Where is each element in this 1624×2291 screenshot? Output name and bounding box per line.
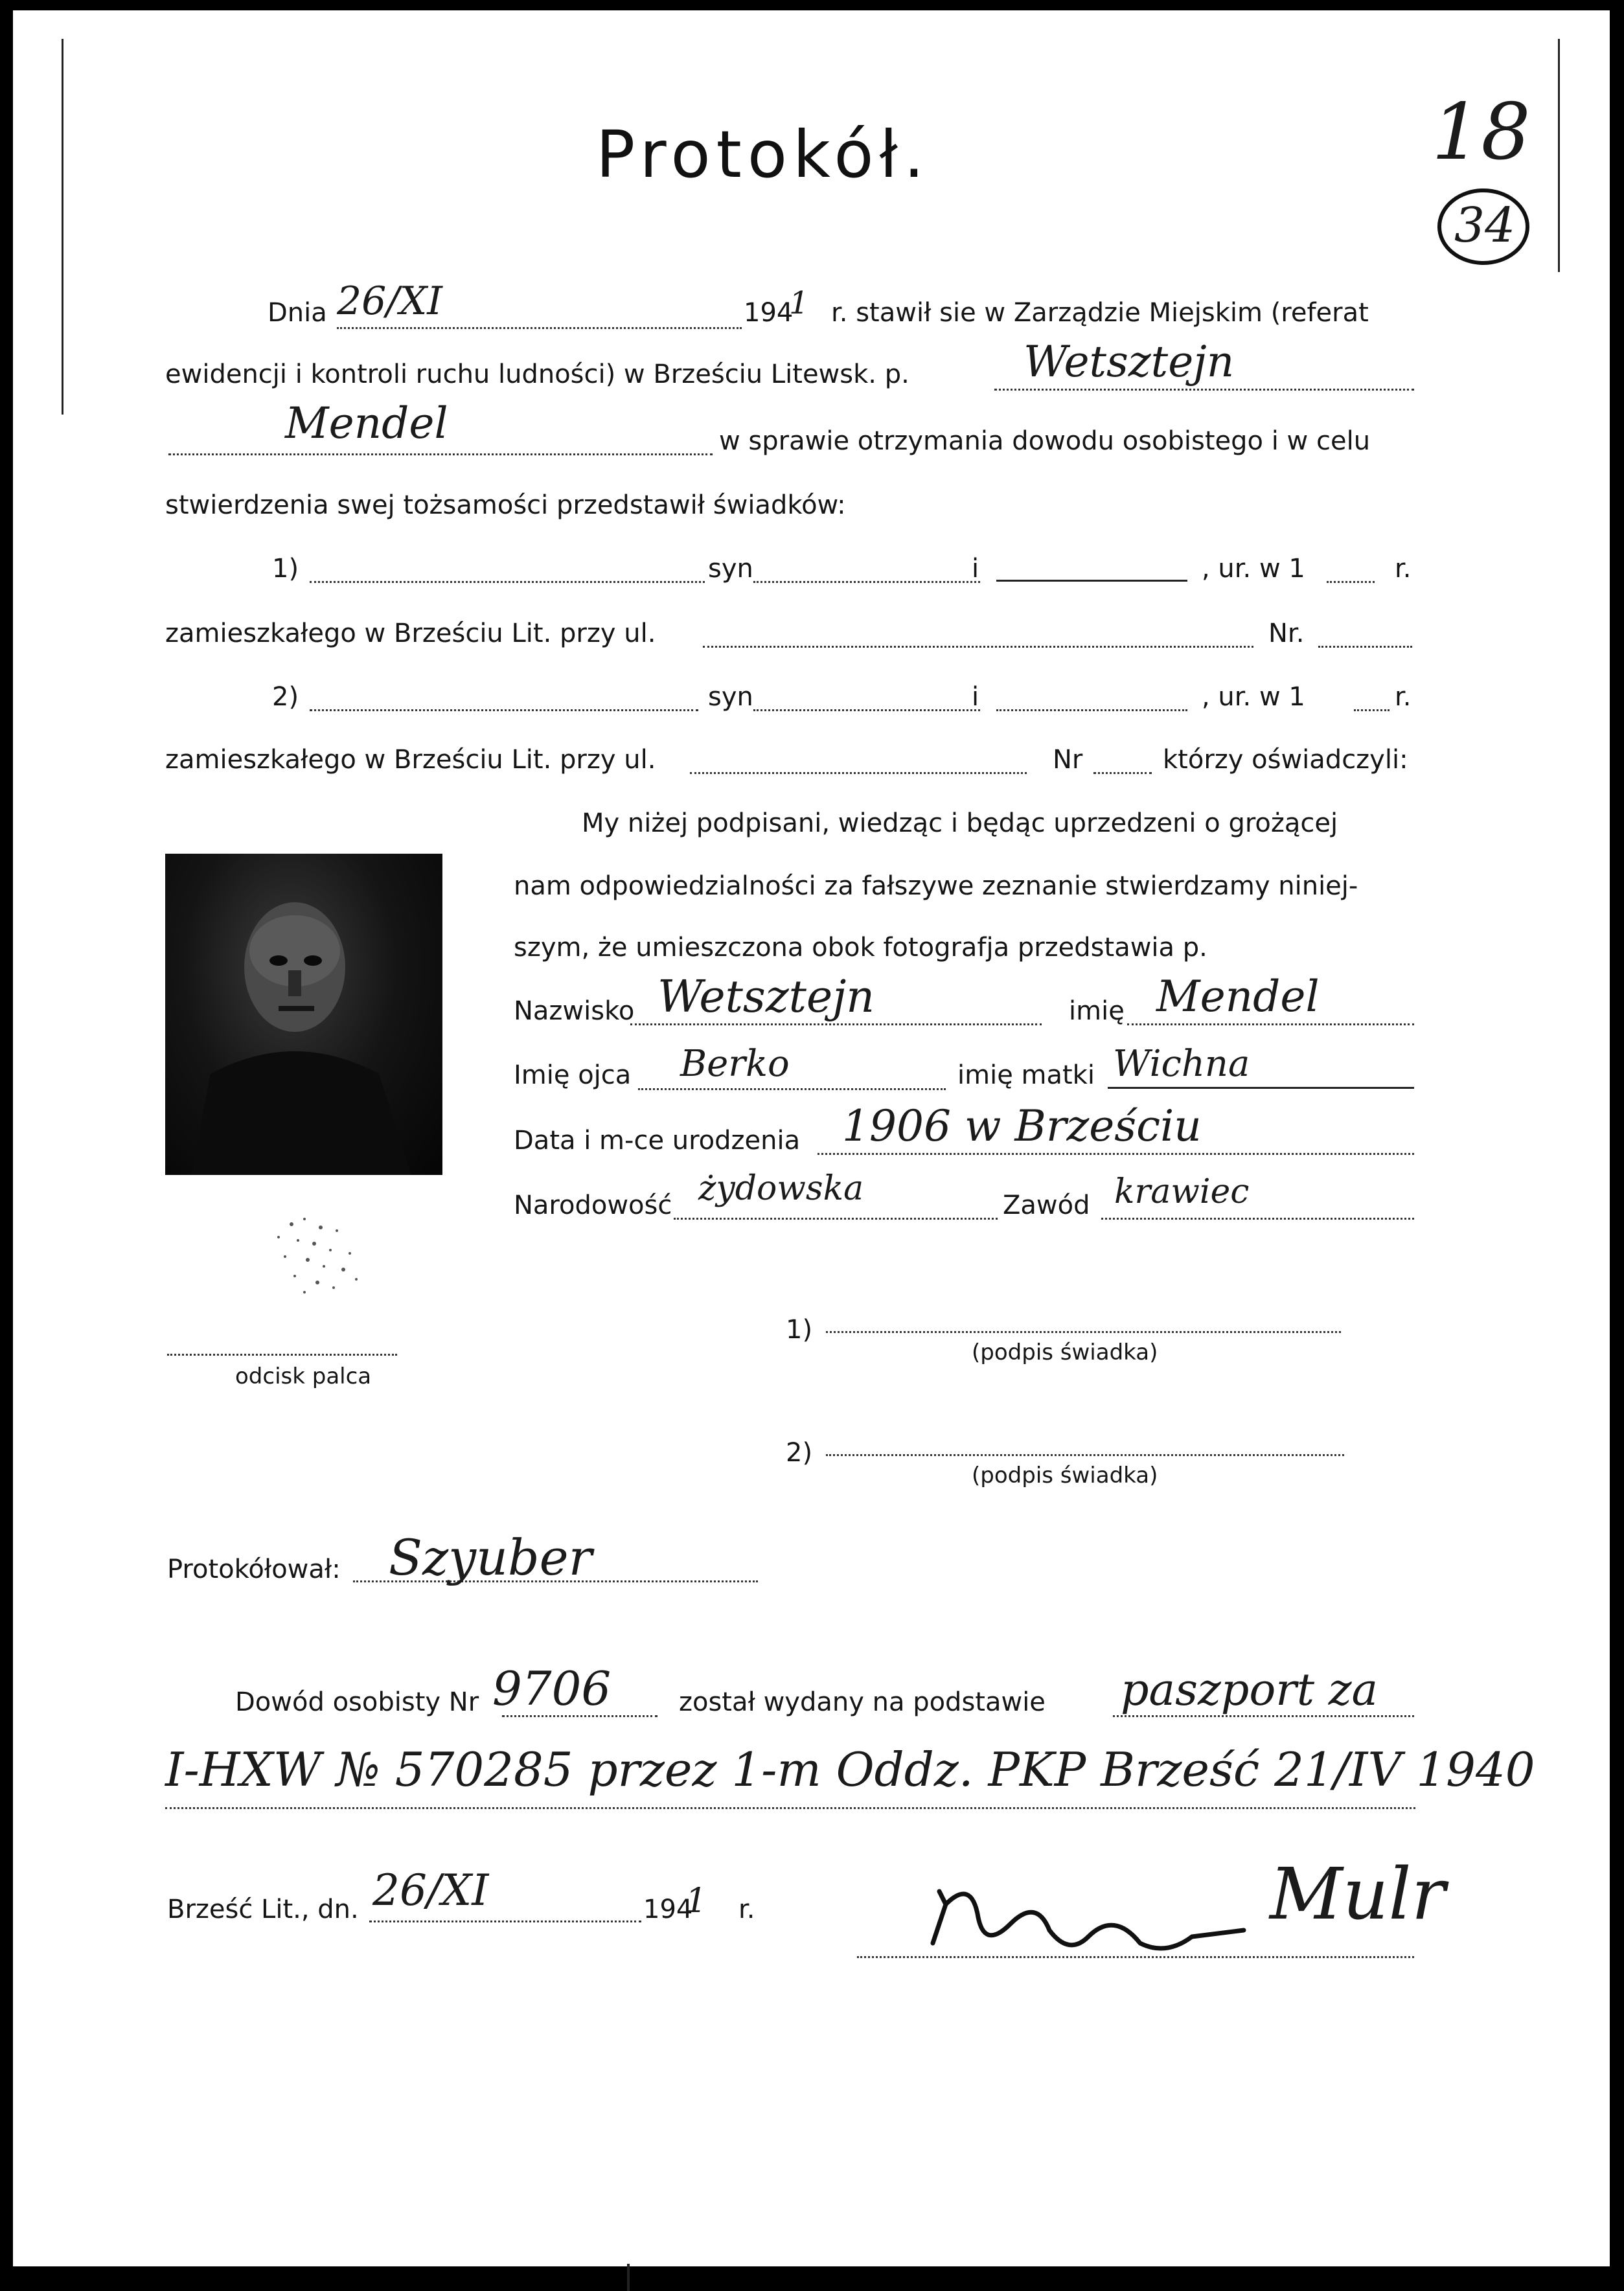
nazwisko-value: Wetsztejn [658, 972, 875, 1023]
witness1-ur: , ur. w 1 [1202, 554, 1305, 584]
statement-line-1: My niżej podpisani, wiedząc i będąc uprzedzeni o grożącej [582, 808, 1338, 838]
witness2-father-line [753, 709, 980, 711]
intro-text-4: stwierdzenia swej tożsamości przedstawił świadków: [165, 490, 846, 520]
witness1-i: i [972, 554, 979, 584]
matki-line [1108, 1087, 1414, 1089]
dowod-line-2 [165, 1807, 1415, 1809]
zawod-label: Zawód [1003, 1191, 1090, 1220]
closing-year: 1 [685, 1882, 707, 1921]
ojca-value: Berko [680, 1043, 790, 1085]
closing-r: r. [738, 1895, 755, 1924]
closing-date: 26/XI [372, 1865, 489, 1915]
nazwisko-label: Nazwisko [514, 996, 635, 1026]
matki-label: imię matki [957, 1060, 1095, 1090]
dowod-text: został wydany na podstawie [679, 1687, 1046, 1717]
witness1-street-line [703, 646, 1253, 648]
nazwisko-line [630, 1023, 1042, 1025]
witness1-mother-line [996, 580, 1187, 582]
intro-text-1: r. stawił sie w Zarządzie Miejskim (referat [831, 298, 1369, 328]
dowod-details: I-HXW № 570285 przez 1-m Oddz. PKP Brześć 21/IV 1940 [165, 1742, 1535, 1797]
witness2-name-line [310, 709, 698, 711]
zawod-value: krawiec [1114, 1172, 1250, 1211]
archive-number-circled: 34 [1454, 198, 1516, 253]
dowod-basis: paszport za [1121, 1665, 1378, 1716]
page-title: Protokół. [596, 117, 930, 192]
scan-border-top [0, 0, 1624, 10]
witness2-street-line [690, 772, 1027, 774]
witness1-nr-line [1318, 646, 1412, 648]
closing-date-line [369, 1921, 641, 1922]
witness2-number: 2) [272, 682, 299, 712]
witness-signature-2-line [826, 1454, 1344, 1456]
applicant-photo [165, 854, 442, 1175]
closing-place: Brześć Lit., dn. [167, 1895, 359, 1924]
witness2-syn: syn [708, 682, 753, 712]
witness-signature-1-number: 1) [786, 1315, 813, 1345]
witness1-syn: syn [708, 554, 753, 584]
data-line [818, 1153, 1414, 1155]
dowod-label: Dowód osobisty Nr [235, 1687, 479, 1717]
imie-label: imię [1069, 996, 1125, 1026]
scan-border-right [1610, 0, 1624, 2291]
witness-signature-1-line [826, 1331, 1341, 1333]
imie-line [1127, 1023, 1414, 1025]
scan-artifact-line [1558, 39, 1560, 272]
data-label: Data i m-ce urodzenia [514, 1126, 801, 1156]
surname-hand: Wetsztejn [1024, 337, 1235, 387]
intro-text-2: ewidencji i kontroli ruchu ludności) w Brześciu Litewsk. p. [165, 359, 909, 389]
firstname-line [168, 453, 713, 455]
imie-value: Mendel [1156, 972, 1320, 1021]
year-hand: 1 [789, 285, 809, 321]
data-value: 1906 w Brześciu [842, 1101, 1202, 1151]
witness-signature-2-number: 2) [786, 1438, 813, 1468]
official-signature: Mulr [1270, 1852, 1446, 1935]
witness1-number: 1) [272, 554, 299, 584]
fingerprint-mark [259, 1205, 369, 1302]
protokolowal-label: Protokółował: [167, 1555, 341, 1584]
witness1-nr: Nr. [1268, 619, 1305, 648]
statement-line-2: nam odpowiedzialności za fałszywe zeznanie stwierdzamy niniej- [514, 871, 1358, 901]
closing-year-prefix: 194 [643, 1895, 693, 1924]
firstname-hand: Mendel [285, 398, 448, 448]
witness2-nr: Nr [1053, 745, 1083, 775]
witness1-father-line [753, 581, 980, 583]
witness2-i: i [972, 682, 979, 712]
witness1-name-line [310, 581, 705, 583]
witness2-r: r. [1395, 682, 1412, 712]
official-signature-stroke [920, 1865, 1257, 1963]
witness-signature-2-caption: (podpis świadka) [972, 1463, 1158, 1488]
witness1-r: r. [1395, 554, 1412, 584]
witness2-address-label: zamieszkałego w Brześciu Lit. przy ul. [165, 745, 656, 775]
witness2-mother-line [996, 709, 1187, 711]
statement-line-3: szym, że umieszczona obok fotografja przedstawia p. [514, 933, 1207, 963]
intro-text-3: w sprawie otrzymania dowodu osobistego i w celu [719, 426, 1371, 456]
dnia-label: Dnia [268, 298, 327, 328]
year-prefix: 194 [744, 298, 794, 328]
archive-number: 18 [1432, 87, 1531, 177]
narod-line [674, 1218, 998, 1220]
date-line [337, 327, 742, 329]
ojca-label: Imię ojca [514, 1060, 632, 1090]
witness1-address-label: zamieszkałego w Brześciu Lit. przy ul. [165, 619, 656, 648]
zawod-line [1101, 1218, 1414, 1220]
witness2-ur: , ur. w 1 [1202, 682, 1305, 712]
surname-line [994, 389, 1414, 391]
fingerprint-line [167, 1354, 397, 1356]
ktorzy-text: którzy oświadczyli: [1163, 745, 1408, 775]
narod-value: żydowska [698, 1169, 864, 1208]
narod-label: Narodowość [514, 1191, 672, 1220]
matki-value: Wichna [1113, 1043, 1250, 1085]
fingerprint-label: odcisk palca [235, 1363, 372, 1389]
witness2-nr-line [1093, 772, 1152, 774]
photo-portrait [165, 854, 442, 1175]
scan-border-left [0, 0, 13, 2291]
witness2-year-line [1354, 709, 1390, 711]
date-hand: 26/XI [337, 279, 442, 324]
protokolowal-signature: Szyuber [389, 1529, 592, 1586]
witness-signature-1-caption: (podpis świadka) [972, 1339, 1158, 1365]
scan-border-bottom [0, 2266, 1624, 2291]
dowod-number: 9706 [492, 1661, 612, 1716]
scan-artifact-line [627, 2264, 630, 2291]
witness1-year-line [1327, 581, 1375, 583]
scan-artifact-line [62, 39, 63, 415]
ojca-line [638, 1088, 946, 1090]
